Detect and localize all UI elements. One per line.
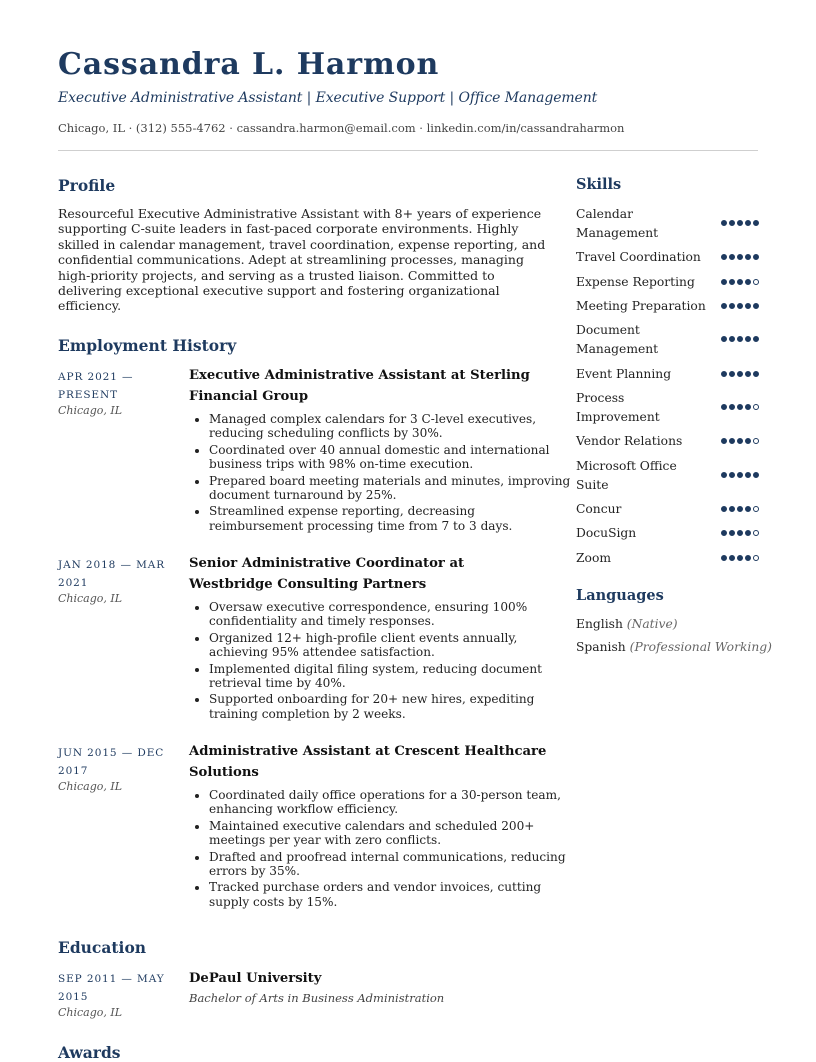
sidebar bbox=[576, 0, 772, 1056]
rating-dot-filled bbox=[729, 404, 735, 410]
rating-dot-filled bbox=[729, 303, 735, 309]
rating-dot-empty bbox=[753, 506, 759, 512]
skill-rating bbox=[721, 506, 759, 512]
skill-name: Vendor Relations bbox=[576, 434, 683, 448]
rating-dot-filled bbox=[721, 555, 727, 561]
skill-rating bbox=[721, 404, 759, 410]
resume-page bbox=[58, 0, 772, 1062]
rating-dot-filled bbox=[721, 303, 727, 309]
rating-dot-filled bbox=[729, 371, 735, 377]
skill-name: DocuSign bbox=[576, 526, 637, 540]
rating-dot-empty bbox=[753, 530, 759, 536]
skill-name: Calendar Management bbox=[576, 207, 659, 240]
job-title: Administrative Assistant at Crescent Healthcare Solutions bbox=[189, 744, 547, 780]
education-dates: SEP 2011 — MAY 2015 bbox=[58, 973, 165, 1003]
skill-rating bbox=[721, 555, 759, 561]
rating-dot-filled bbox=[729, 555, 735, 561]
rating-dot-filled bbox=[721, 472, 727, 478]
skill-name: Event Planning bbox=[576, 367, 672, 381]
skill-rating bbox=[721, 303, 759, 309]
language-item bbox=[576, 640, 772, 654]
rating-dot-filled bbox=[737, 279, 743, 285]
education-heading: Education bbox=[58, 938, 147, 957]
rating-dot-filled bbox=[729, 220, 735, 226]
job-dates: JAN 2018 — MAR 2021 bbox=[58, 559, 166, 589]
skill-name: Process Improvement bbox=[576, 391, 660, 424]
language-level: (Native) bbox=[626, 617, 678, 631]
job-location: Chicago, IL bbox=[58, 404, 123, 417]
job-bullets bbox=[189, 412, 571, 535]
education-school: DePaul University bbox=[189, 971, 322, 986]
job-bullet: • Oversaw executive correspondence, ensuring 100% confidentiality and timely responses. bbox=[209, 600, 571, 629]
rating-dot-filled bbox=[721, 530, 727, 536]
skill-name: Document Management bbox=[576, 323, 659, 356]
language-item bbox=[576, 617, 678, 631]
employment-heading: Employment History bbox=[58, 336, 237, 355]
job-bullets bbox=[189, 600, 571, 723]
skill-rating bbox=[721, 371, 759, 377]
rating-dot-empty bbox=[753, 438, 759, 444]
rating-dot-filled bbox=[745, 438, 751, 444]
skill-name: Expense Reporting bbox=[576, 275, 695, 289]
language-name: Spanish bbox=[576, 640, 626, 654]
job-location: Chicago, IL bbox=[58, 780, 123, 793]
rating-dot-filled bbox=[729, 438, 735, 444]
job-title: Executive Administrative Assistant at Sterling Financial Group bbox=[189, 368, 530, 404]
rating-dot-filled bbox=[737, 254, 743, 260]
rating-dot-filled bbox=[737, 371, 743, 377]
job-bullet: • Organized 12+ high-profile client events annually, achieving 95% attendee satisfaction. bbox=[209, 631, 571, 660]
rating-dot-filled bbox=[721, 371, 727, 377]
rating-dot-filled bbox=[737, 472, 743, 478]
rating-dot-filled bbox=[745, 279, 751, 285]
job-bullet: • Tracked purchase orders and vendor invoices, cutting supply costs by 15%. bbox=[209, 880, 571, 909]
rating-dot-empty bbox=[753, 555, 759, 561]
rating-dot-filled bbox=[737, 555, 743, 561]
rating-dot-filled bbox=[753, 336, 759, 342]
job-bullet: • Managed complex calendars for 3 C-level executives, reducing scheduling conflicts by 30%. bbox=[209, 412, 571, 441]
job-bullet: • Prepared board meeting materials and minutes, improving document turnaround by 25%. bbox=[209, 474, 571, 503]
rating-dot-filled bbox=[745, 254, 751, 260]
rating-dot-filled bbox=[721, 220, 727, 226]
rating-dot-filled bbox=[753, 303, 759, 309]
skill-name: Zoom bbox=[576, 551, 612, 565]
job-bullet: • Supported onboarding for 20+ new hires, expediting training completion by 2 weeks. bbox=[209, 692, 571, 721]
rating-dot-filled bbox=[737, 438, 743, 444]
rating-dot-filled bbox=[753, 220, 759, 226]
rating-dot-empty bbox=[753, 404, 759, 410]
skill-rating bbox=[721, 336, 759, 342]
skill-name: Travel Coordination bbox=[576, 250, 701, 264]
rating-dot-filled bbox=[729, 254, 735, 260]
skill-rating bbox=[721, 530, 759, 536]
profile-heading: Profile bbox=[58, 176, 116, 195]
skill-rating bbox=[721, 472, 759, 478]
rating-dot-filled bbox=[753, 371, 759, 377]
rating-dot-filled bbox=[745, 555, 751, 561]
education-degree: Bachelor of Arts in Business Administration bbox=[189, 991, 445, 1005]
rating-dot-empty bbox=[753, 279, 759, 285]
skill-name: Concur bbox=[576, 502, 622, 516]
skill-rating bbox=[721, 279, 759, 285]
rating-dot-filled bbox=[737, 336, 743, 342]
skill-name: Meeting Preparation bbox=[576, 299, 706, 313]
skill-rating bbox=[721, 254, 759, 260]
job-dates: JUN 2015 — DEC 2017 bbox=[58, 747, 165, 777]
education-location: Chicago, IL bbox=[58, 1006, 123, 1019]
rating-dot-filled bbox=[737, 506, 743, 512]
rating-dot-filled bbox=[737, 220, 743, 226]
job-bullet: • Maintained executive calendars and scheduled 200+ meetings per year with zero conflicts. bbox=[209, 819, 571, 848]
skills-heading: Skills bbox=[576, 176, 622, 193]
rating-dot-filled bbox=[753, 254, 759, 260]
skill-name: Microsoft Office Suite bbox=[576, 459, 677, 492]
rating-dot-filled bbox=[721, 279, 727, 285]
candidate-tagline: Executive Administrative Assistant | Executive Support | Office Management bbox=[58, 90, 598, 106]
skill-rating bbox=[721, 220, 759, 226]
rating-dot-filled bbox=[721, 336, 727, 342]
skill-rating bbox=[721, 438, 759, 444]
rating-dot-filled bbox=[745, 472, 751, 478]
rating-dot-filled bbox=[729, 506, 735, 512]
rating-dot-filled bbox=[729, 336, 735, 342]
rating-dot-filled bbox=[745, 220, 751, 226]
job-bullet: • Drafted and proofread internal communications, reducing errors by 35%. bbox=[209, 850, 571, 879]
rating-dot-filled bbox=[745, 404, 751, 410]
rating-dot-filled bbox=[745, 303, 751, 309]
job-dates: APR 2021 — PRESENT bbox=[58, 371, 134, 401]
candidate-name: Cassandra L. Harmon bbox=[58, 47, 440, 82]
rating-dot-filled bbox=[721, 254, 727, 260]
job-bullet: • Coordinated over 40 annual domestic and international business trips with 98% on-time execution. bbox=[209, 443, 571, 472]
awards-heading: Awards bbox=[58, 1043, 121, 1062]
rating-dot-filled bbox=[721, 404, 727, 410]
rating-dot-filled bbox=[745, 506, 751, 512]
rating-dot-filled bbox=[729, 279, 735, 285]
job-bullet: • Streamlined expense reporting, decreasing reimbursement processing time from 7 to 3 days. bbox=[209, 504, 571, 533]
rating-dot-filled bbox=[721, 506, 727, 512]
language-name: English bbox=[576, 617, 623, 631]
job-title: Senior Administrative Coordinator at Westbridge Consulting Partners bbox=[189, 556, 465, 592]
job-location: Chicago, IL bbox=[58, 592, 123, 605]
rating-dot-filled bbox=[729, 530, 735, 536]
rating-dot-filled bbox=[737, 404, 743, 410]
profile-summary: Resourceful Executive Administrative Assistant with 8+ years of experience supporting C-suite leaders in fast-paced corporate environments. Highly skilled in calendar management, travel coordination, expense reporting, and confidential communications. Adept at streamlining processes, managing high-priority projects, and serving as a trusted liaison. Committed to delivering exceptional executive support and fostering organizational efficiency. bbox=[58, 206, 546, 314]
contact-line: Chicago, IL · (312) 555-4762 · cassandra.harmon@email.com · linkedin.com/in/cassandraharmon bbox=[58, 121, 625, 135]
language-level: (Professional Working) bbox=[629, 640, 772, 654]
rating-dot-filled bbox=[745, 530, 751, 536]
job-bullet: • Implemented digital filing system, reducing document retrieval time by 40%. bbox=[209, 662, 571, 691]
rating-dot-filled bbox=[745, 371, 751, 377]
rating-dot-filled bbox=[729, 472, 735, 478]
job-bullets bbox=[189, 788, 571, 911]
rating-dot-filled bbox=[737, 530, 743, 536]
rating-dot-filled bbox=[721, 438, 727, 444]
rating-dot-filled bbox=[753, 472, 759, 478]
rating-dot-filled bbox=[745, 336, 751, 342]
job-bullet: • Coordinated daily office operations for a 30-person team, enhancing workflow efficiency. bbox=[209, 788, 571, 817]
rating-dot-filled bbox=[737, 303, 743, 309]
languages-heading: Languages bbox=[576, 587, 664, 604]
